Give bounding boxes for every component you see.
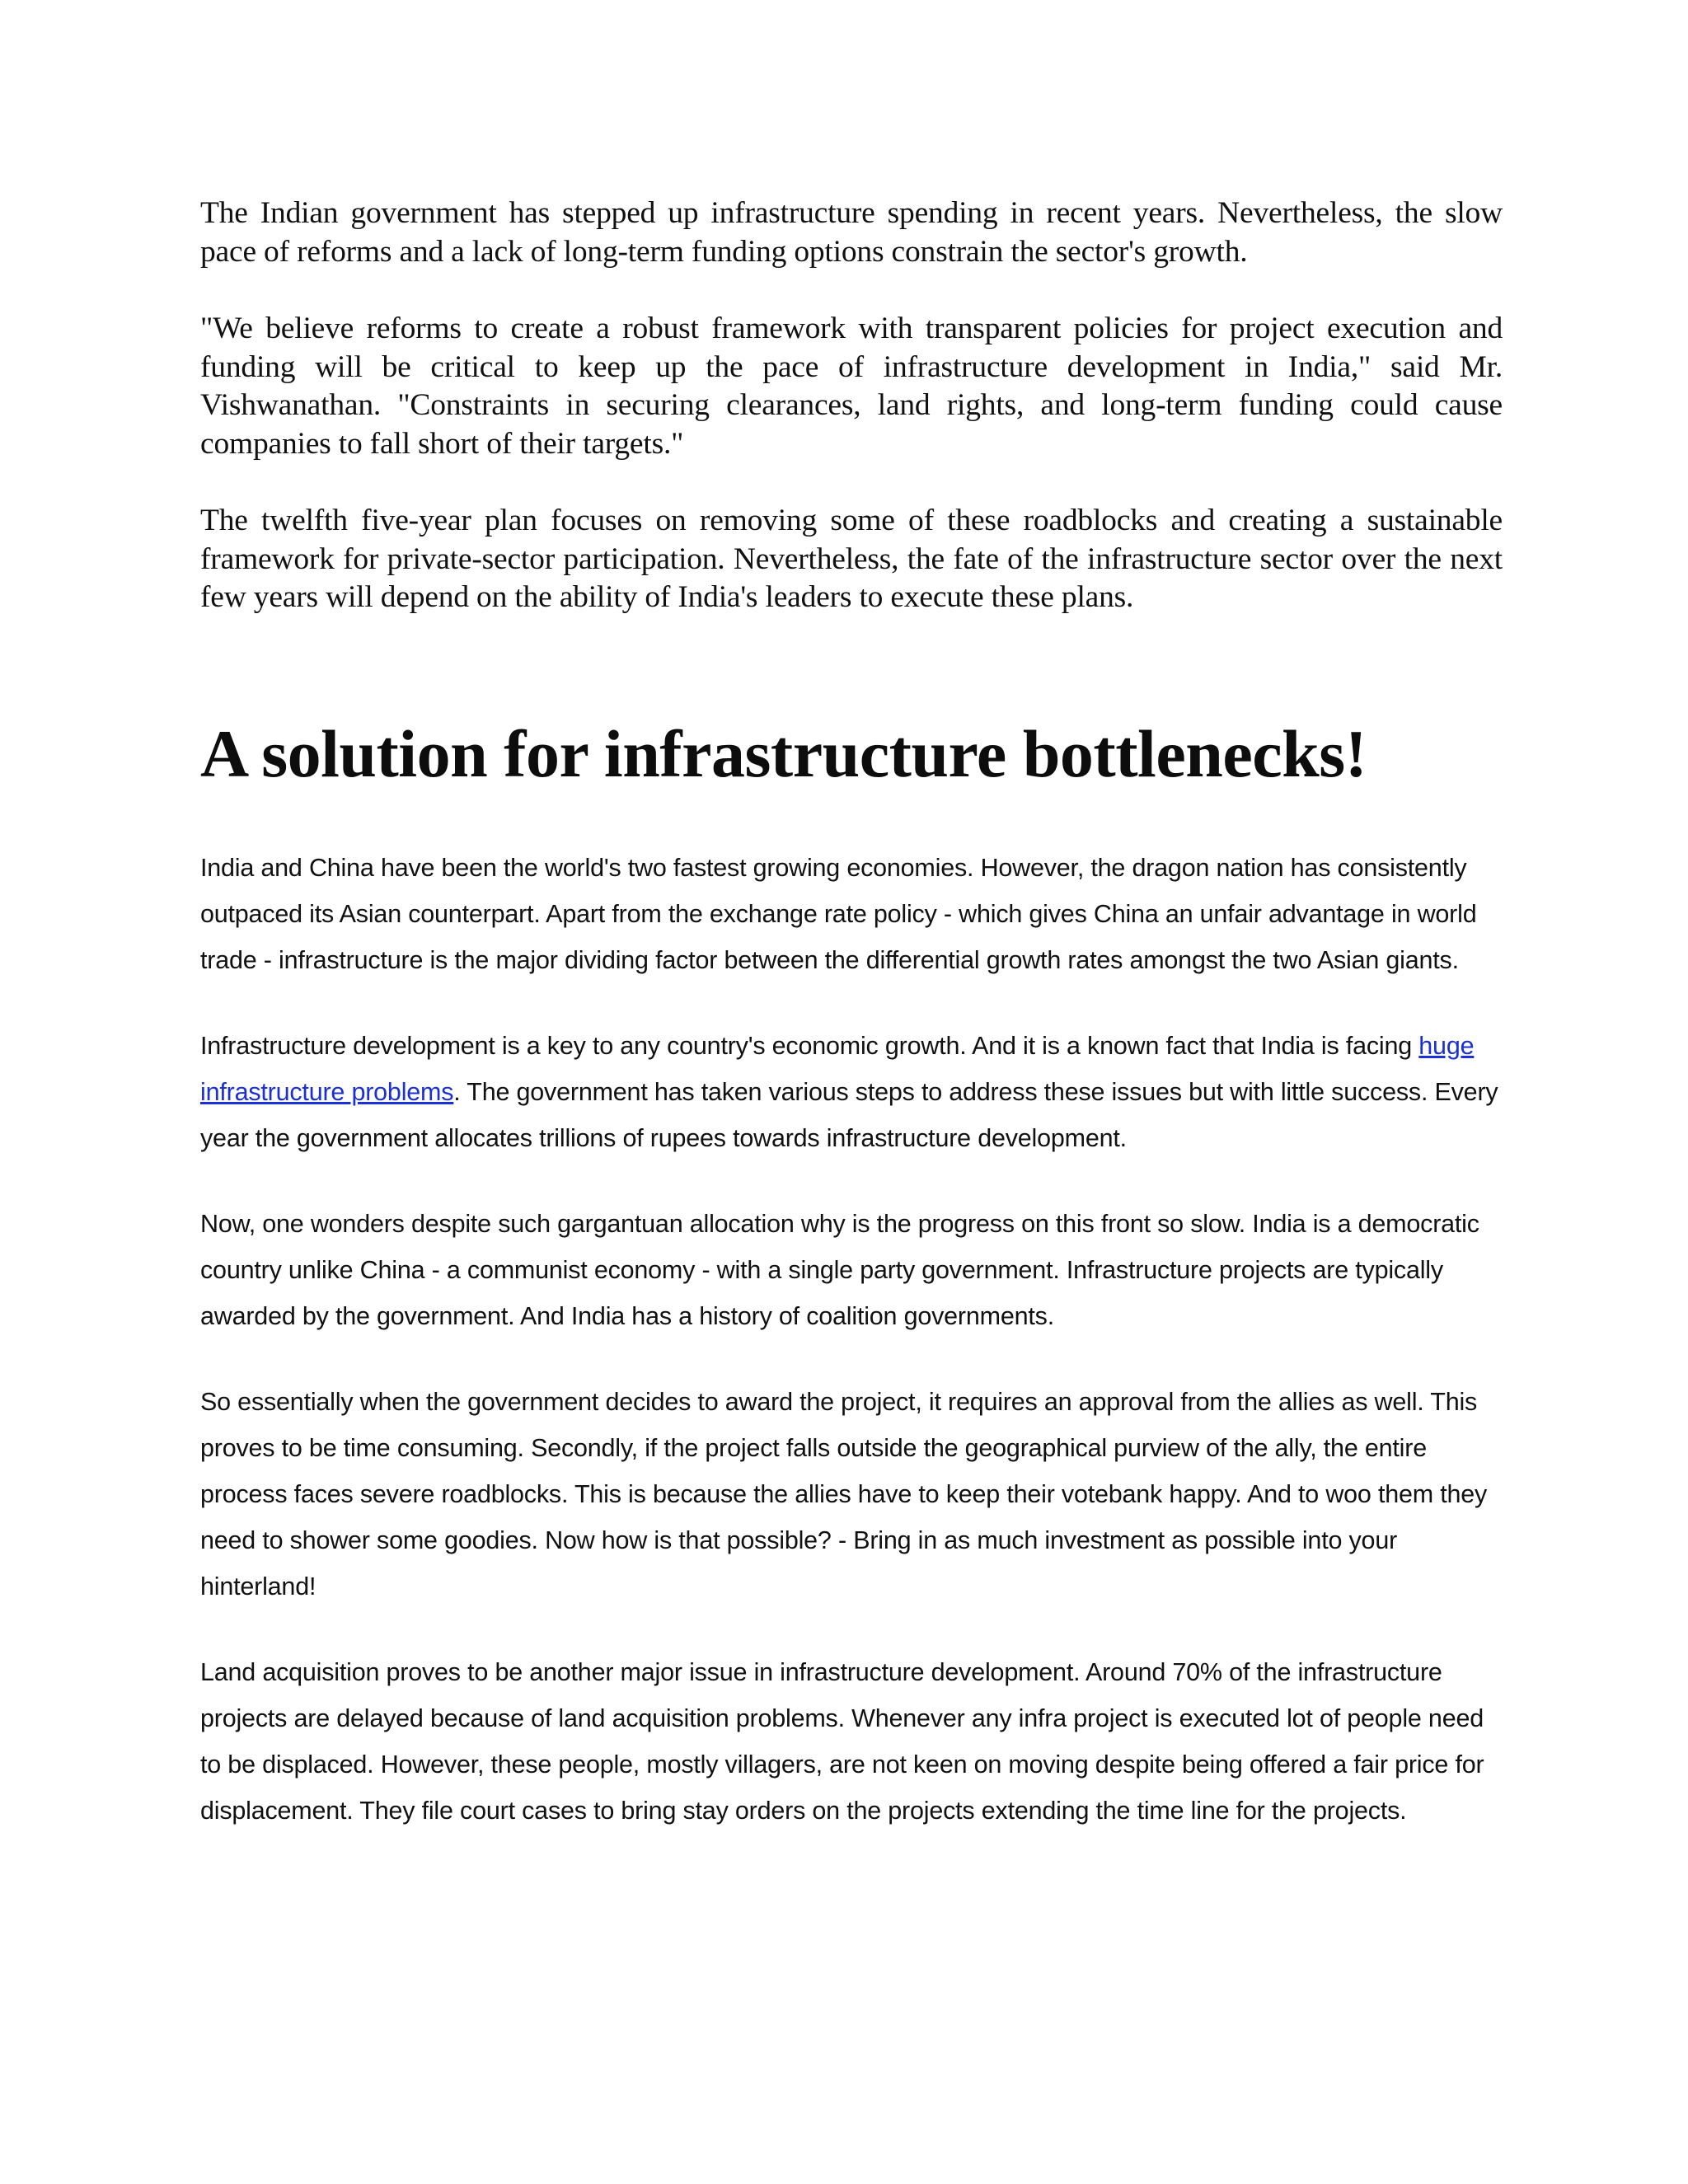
infrastructure-problems-link[interactable]: huge infrastructure problems <box>200 1031 1475 1106</box>
article-title: A solution for infrastructure bottlenecks! <box>200 715 1367 791</box>
intro-paragraph-2-quote: "We believe reforms to create a robust framework with transparent policies for project execution and funding will be critical to keep up the pace of infrastructure development in India," said Mr. Vishwanathan. "Constraints in securing clearances, land rights, and long-term funding could cause companies to fall short of their targets." <box>200 312 1503 461</box>
intro-paragraph-3: The twelfth five-year plan focuses on removing some of these roadblocks and creating a sustainable framework for private-sector participation. Nevertheless, the fate of the infrastructure sector over the next few years will depend on the ability of India's leaders to execute these plans. <box>200 504 1503 614</box>
document-page <box>200 194 1503 1873</box>
article-paragraph-1: India and China have been the world's two fastest growing economies. However, the dragon nation has consistently outpaced its Asian counterpart. Apart from the exchange rate policy - which gives China an unfair advantage in world trade - infrastructure is the major dividing factor between the differential growth rates amongst the two Asian giants. <box>200 853 1477 974</box>
article-paragraph-3: Now, one wonders despite such gargantuan allocation why is the progress on this front so slow. India is a democratic country unlike China - a communist economy - with a single party government. Infrastructure projects are typically awarded by the government. And India has a history of coalition governments. <box>200 1209 1479 1330</box>
article-paragraph-2 <box>200 1023 1503 1161</box>
article-paragraph-4: So essentially when the government decides to award the project, it requires an approval from the allies as well. This proves to be time consuming. Secondly, if the project falls outside the geographical purview of the ally, the entire process faces severe roadblocks. This is because the allies have to keep their votebank happy. And to woo them they need to shower some goodies. Now how is that possible? - Bring in as much investment as possible into your hinterland! <box>200 1387 1488 1601</box>
intro-paragraph-1: The Indian government has stepped up infrastructure spending in recent years. Nevertheless, the slow pace of reforms and a lack of long-term funding options constrain the sector's growth. <box>200 196 1503 269</box>
article-paragraph-5: Land acquisition proves to be another major issue in infrastructure development. Around 70% of the infrastructure projects are delayed because of land acquisition problems. Whenever any infra project is executed lot of people need to be displaced. However, these people, mostly villagers, are not keen on moving despite being offered a fair price for displacement. They file court cases to bring stay orders on the projects extending the time line for the projects. <box>200 1657 1484 1825</box>
paragraph-2-text-after-link: . The government has taken various steps to address these issues but with little success. Every year the government allocates trillions of rupees towards infrastructure development. <box>200 1077 1498 1152</box>
paragraph-2-text-before-link: Infrastructure development is a key to any country's economic growth. And it is a known fact that India is facing <box>200 1031 1419 1060</box>
